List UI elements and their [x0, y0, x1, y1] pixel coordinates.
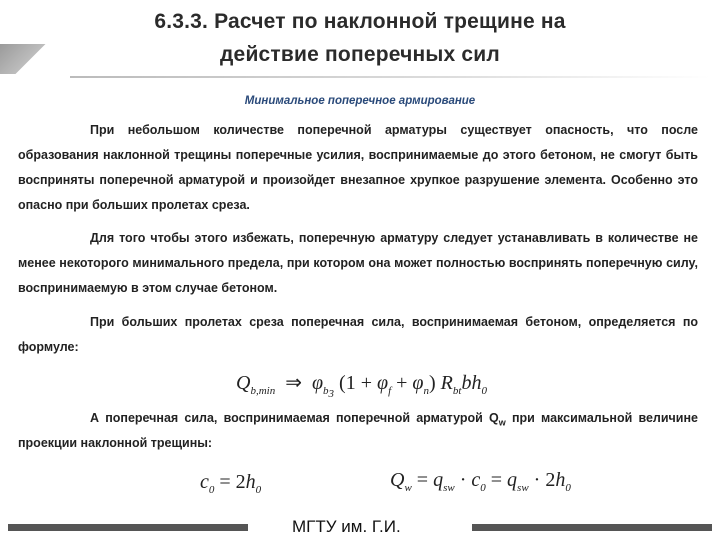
paragraph-2	[18, 226, 698, 301]
section-subtitle: Минимальное поперечное армирование	[244, 95, 476, 107]
paragraph-1-text: При небольшом количестве поперечной арматуры существует опасность, что после образования наклонной трещины поперечные усилия, воспринимаемые до этого бетоном, не смогут быть восприняты поперечной арматурой и произойдет внезапное хрупкое разрушение элемента. Особенно это опасно при больших пролетах среза.	[18, 123, 698, 212]
paragraph-4	[18, 408, 698, 453]
footer-bar-left	[8, 524, 248, 531]
paragraph-4-text-b: при максимальной величине проекции наклонной трещины:	[18, 411, 698, 450]
title-underline	[70, 76, 710, 78]
formula-qb-min: $Q_{b,min}$ ⇒ $\varphi_{b_3}$ $(1 + \varphi_f + \varphi_n)$ $R_{bt}bh_0$	[236, 372, 487, 401]
formula-qw: $Q_w = q_{sw} \cdot c_0 = q_{sw} \cdot 2h_0$	[390, 469, 571, 494]
slide-title-line1: 6.3.3. Расчет по наклонной трещине на	[154, 10, 566, 33]
paragraph-2-text: Для того чтобы этого избежать, поперечную арматуру следует устанавливать в количестве не менее некоторого минимального предела, при котором она может полностью воспринять поперечную силу, воспринимаемую в этом случае бетоном.	[18, 231, 698, 295]
formula-c0: $c_0 = 2h_0$	[200, 471, 262, 496]
paragraph-3-text: При больших пролетах среза поперечная сила, воспринимаемая бетоном, определяется по формуле:	[18, 315, 698, 354]
footer-label: МГТУ им. Г.И.	[292, 517, 401, 536]
paragraph-4-text-a: А поперечная сила, воспринимаемая поперечной арматурой Q	[90, 411, 499, 425]
paragraph-3	[18, 310, 698, 360]
slide-title-line2: действие поперечных сил	[220, 43, 500, 66]
footer-bar-right	[472, 524, 712, 531]
paragraph-4-subscript: w	[498, 417, 506, 428]
paragraph-1	[18, 118, 698, 218]
